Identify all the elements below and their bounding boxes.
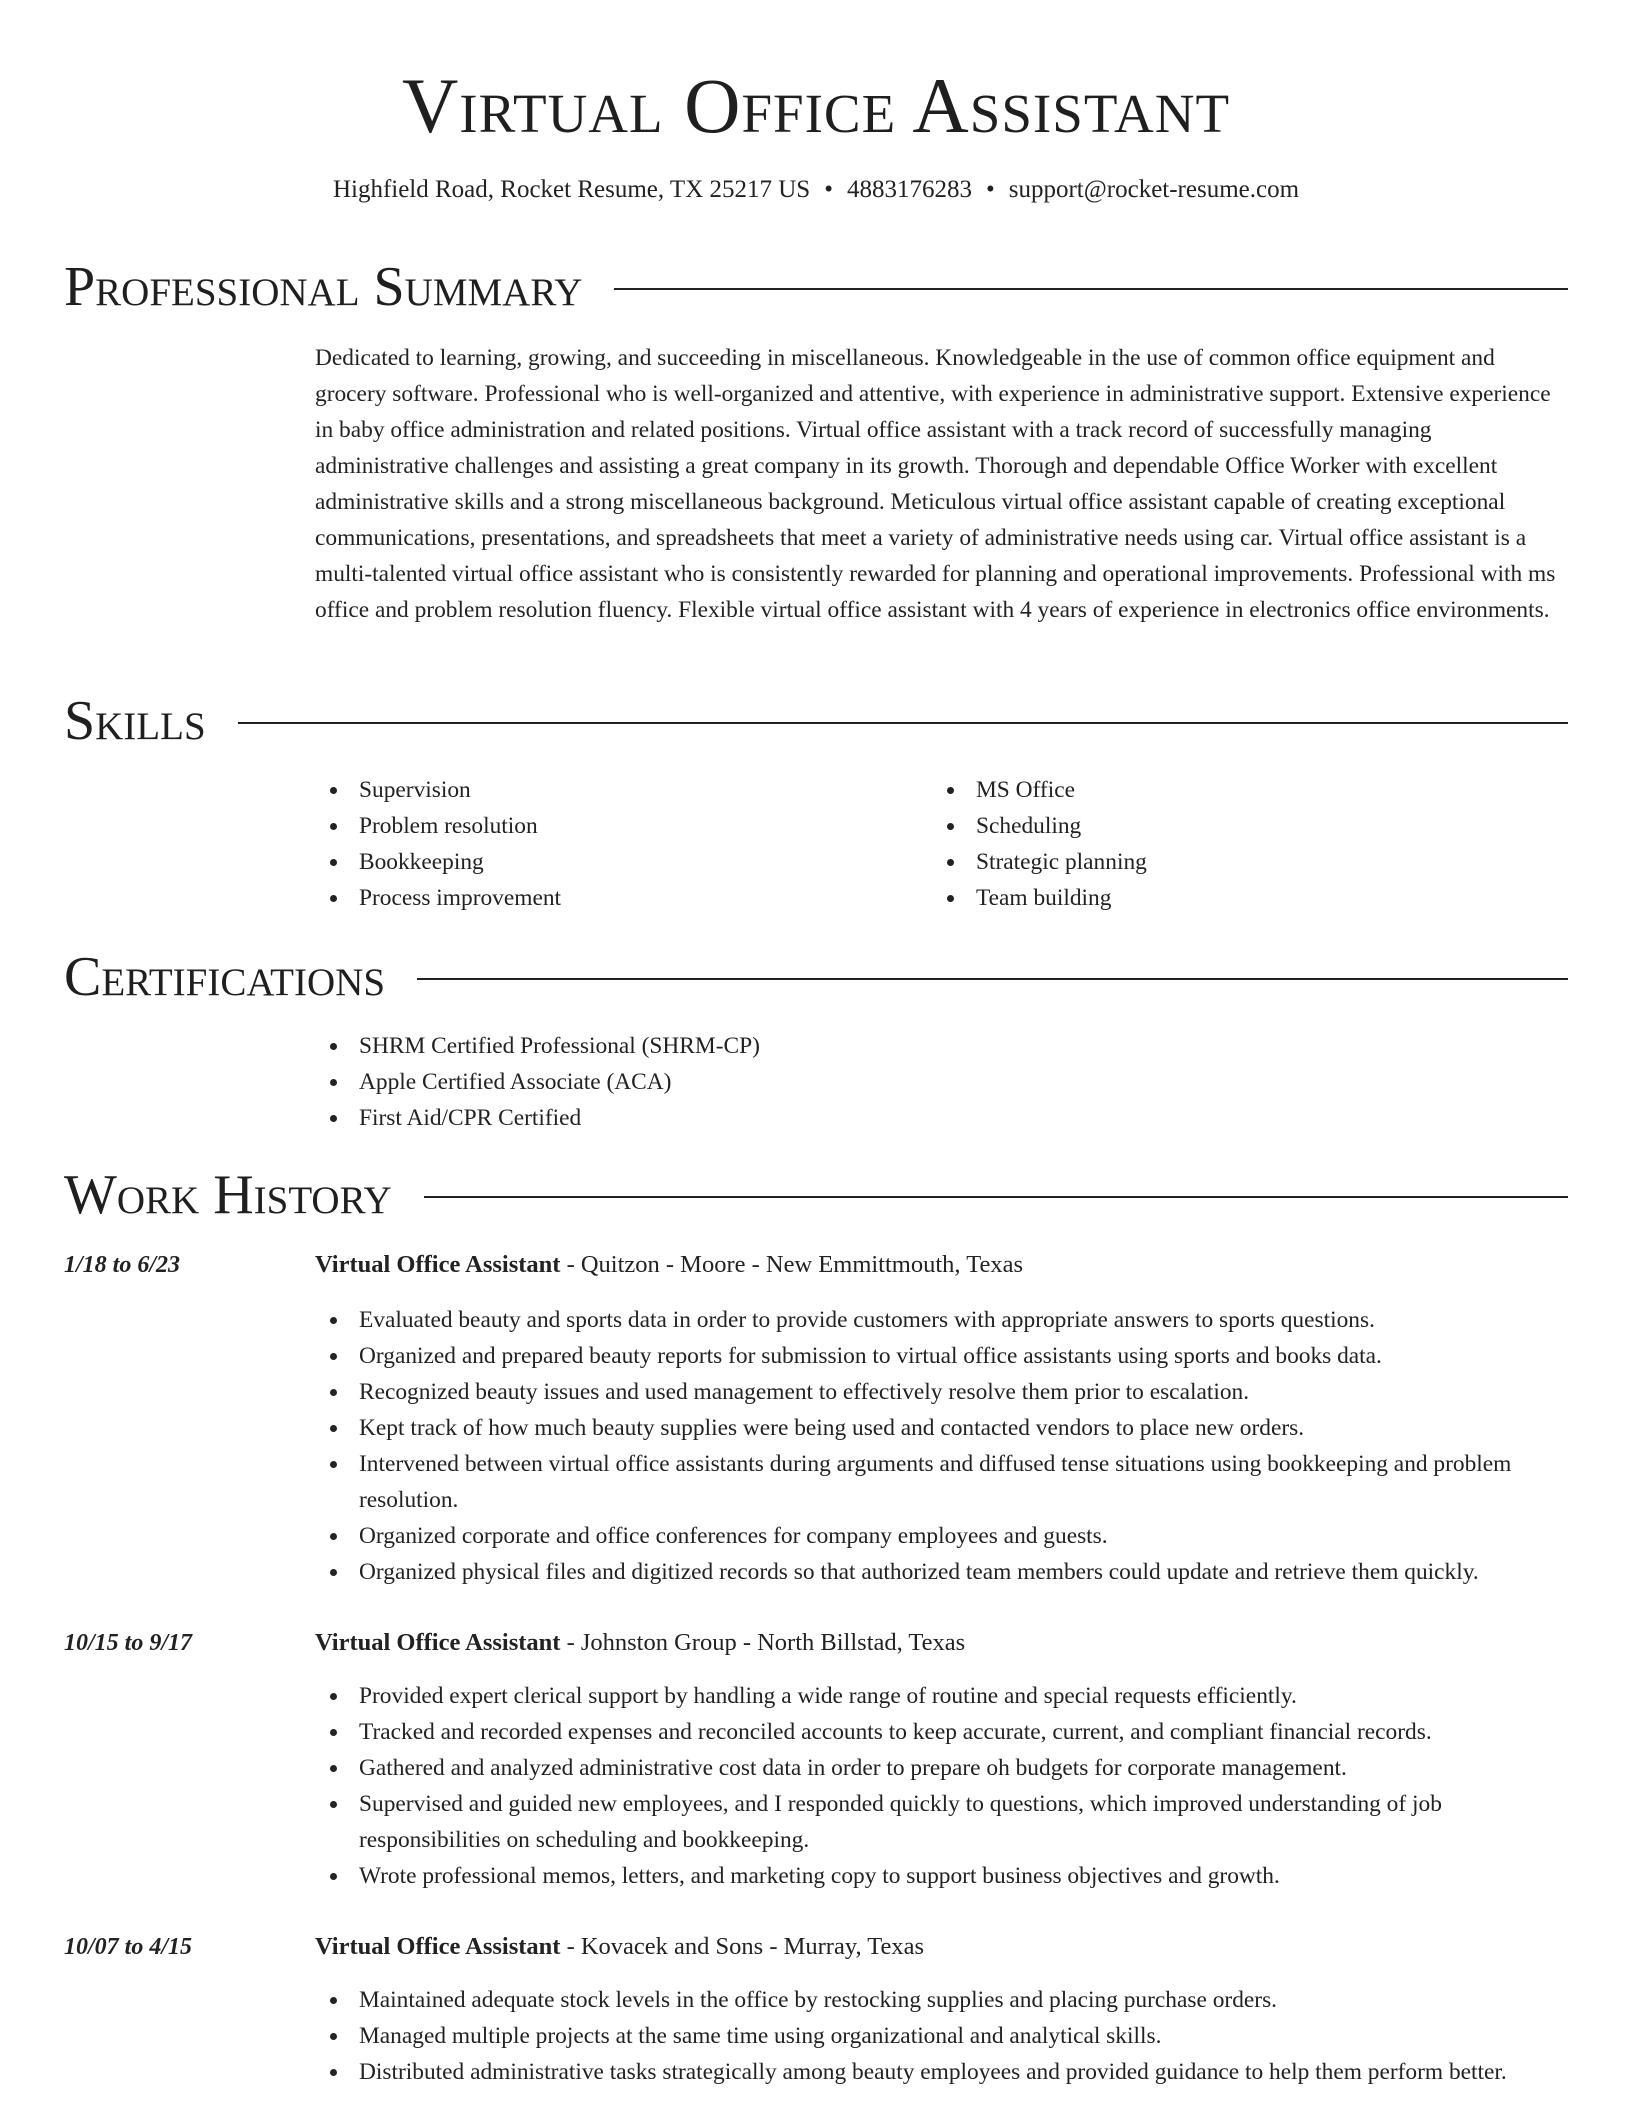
section-divider — [424, 1196, 1568, 1198]
job-heading — [315, 1625, 1568, 1661]
job-bullet: Maintained adequate stock levels in the office by restocking supplies and placing purchase orders. — [315, 1982, 1568, 2018]
job-bullets — [315, 1982, 1568, 2090]
certification-item: Apple Certified Associate (ACA) — [315, 1064, 760, 1100]
job-dates: 1/18 to 6/23 — [64, 1252, 181, 1278]
skills-title: Skills — [64, 690, 206, 752]
skill-item: Process improvement — [315, 880, 561, 916]
job-bullet: Managed multiple projects at the same time using organizational and analytical skills. — [315, 2018, 1568, 2054]
contact-line — [0, 172, 1632, 208]
skill-item: Problem resolution — [315, 808, 561, 844]
section-divider — [417, 978, 1568, 980]
skills-list-left — [315, 772, 561, 916]
contact-email: support@rocket-resume.com — [1008, 176, 1300, 203]
summary-title: Professional Summary — [64, 256, 583, 318]
job-heading — [315, 1929, 1568, 1965]
job-bullet: Evaluated beauty and sports data in order to provide customers with appropriate answers to sports questions. — [315, 1302, 1568, 1338]
contact-phone: 4883176283 — [846, 176, 972, 203]
certification-item: SHRM Certified Professional (SHRM-CP) — [315, 1028, 760, 1064]
skill-item: Supervision — [315, 772, 561, 808]
job-employer: - Kovacek and Sons - Murray, Texas — [560, 1933, 925, 1960]
job-bullet: Kept track of how much beauty supplies were being used and contacted vendors to place new orders. — [315, 1410, 1568, 1446]
job-heading — [315, 1247, 1568, 1283]
certifications-heading — [64, 942, 1568, 1012]
job-title: Virtual Office Assistant — [315, 1251, 561, 1278]
skill-item: MS Office — [932, 772, 1147, 808]
job-bullet: Recognized beauty issues and used management to effectively resolve them prior to escalation. — [315, 1374, 1568, 1410]
section-divider — [614, 288, 1568, 290]
certifications-title: Certifications — [64, 946, 386, 1008]
job-employer: - Johnston Group - North Billstad, Texas — [560, 1629, 966, 1656]
job-bullets — [315, 1302, 1568, 1590]
certification-item: First Aid/CPR Certified — [315, 1100, 760, 1136]
job-dates: 10/07 to 4/15 — [64, 1934, 193, 1960]
skills-heading — [64, 686, 1568, 756]
skill-item: Strategic planning — [932, 844, 1147, 880]
job-bullet: Wrote professional memos, letters, and marketing copy to support business objectives and growth. — [315, 1858, 1568, 1894]
contact-address: Highfield Road, Rocket Resume, TX 25217 US — [332, 176, 811, 203]
summary-text: Dedicated to learning, growing, and succeeding in miscellaneous. Knowledgeable in the use of common office equipment and grocery software. Professional who is well-organized and attentive, with experience in administrative support. Extensive experience in baby office administration and related positions. Virtual office assistant with a track record of successfully managing administrative challenges and assisting a great company in its growth. Thorough and dependable Office Worker with excellent administrative skills and a strong miscellaneous background. Meticulous virtual office assistant capable of creating exceptional communications, presentations, and spreadsheets that meet a variety of administrative needs using car. Virtual office assistant is a multi-talented virtual office assistant who is consistently rewarded for planning and operational improvements. Professional with ms office and problem resolution fluency. Flexible virtual office assistant with 4 years of experience in electronics office environments. — [315, 345, 1556, 623]
resume-name: Virtual Office Assistant — [401, 62, 1231, 149]
job-bullets — [315, 1678, 1568, 1894]
job-bullet: Tracked and recorded expenses and reconciled accounts to keep accurate, current, and compliant financial records. — [315, 1714, 1568, 1750]
job-title: Virtual Office Assistant — [315, 1933, 561, 1960]
job-title: Virtual Office Assistant — [315, 1629, 561, 1656]
section-divider — [238, 722, 1568, 724]
job-bullet: Intervened between virtual office assistants during arguments and diffused tense situations using bookkeeping and problem resolution. — [315, 1446, 1568, 1518]
skill-item: Scheduling — [932, 808, 1147, 844]
job-bullet: Distributed administrative tasks strategically among beauty employees and provided guidance to help them perform better. — [315, 2054, 1568, 2090]
skills-list-right — [932, 772, 1147, 916]
job-bullet: Organized and prepared beauty reports for submission to virtual office assistants using sports and books data. — [315, 1338, 1568, 1374]
contact-separator: • — [824, 176, 833, 203]
job-bullet: Organized corporate and office conferences for company employees and guests. — [315, 1518, 1568, 1554]
job-bullet: Gathered and analyzed administrative cost data in order to prepare oh budgets for corporate management. — [315, 1750, 1568, 1786]
skill-item: Bookkeeping — [315, 844, 561, 880]
job-bullet: Provided expert clerical support by handling a wide range of routine and special requests efficiently. — [315, 1678, 1568, 1714]
job-employer: - Quitzon - Moore - New Emmittmouth, Texas — [560, 1251, 1024, 1278]
job-bullet: Supervised and guided new employees, and I responded quickly to questions, which improved understanding of job responsibilities on scheduling and bookkeeping. — [315, 1786, 1568, 1858]
work-history-title: Work History — [64, 1164, 392, 1226]
job-bullet: Organized physical files and digitized records so that authorized team members could update and retrieve them quickly. — [315, 1554, 1568, 1590]
work-history-heading — [64, 1160, 1568, 1230]
certifications-list — [315, 1028, 760, 1136]
contact-separator: • — [985, 176, 995, 203]
skill-item: Team building — [932, 880, 1147, 916]
job-dates: 10/15 to 9/17 — [64, 1630, 193, 1656]
summary-heading — [64, 252, 1568, 322]
